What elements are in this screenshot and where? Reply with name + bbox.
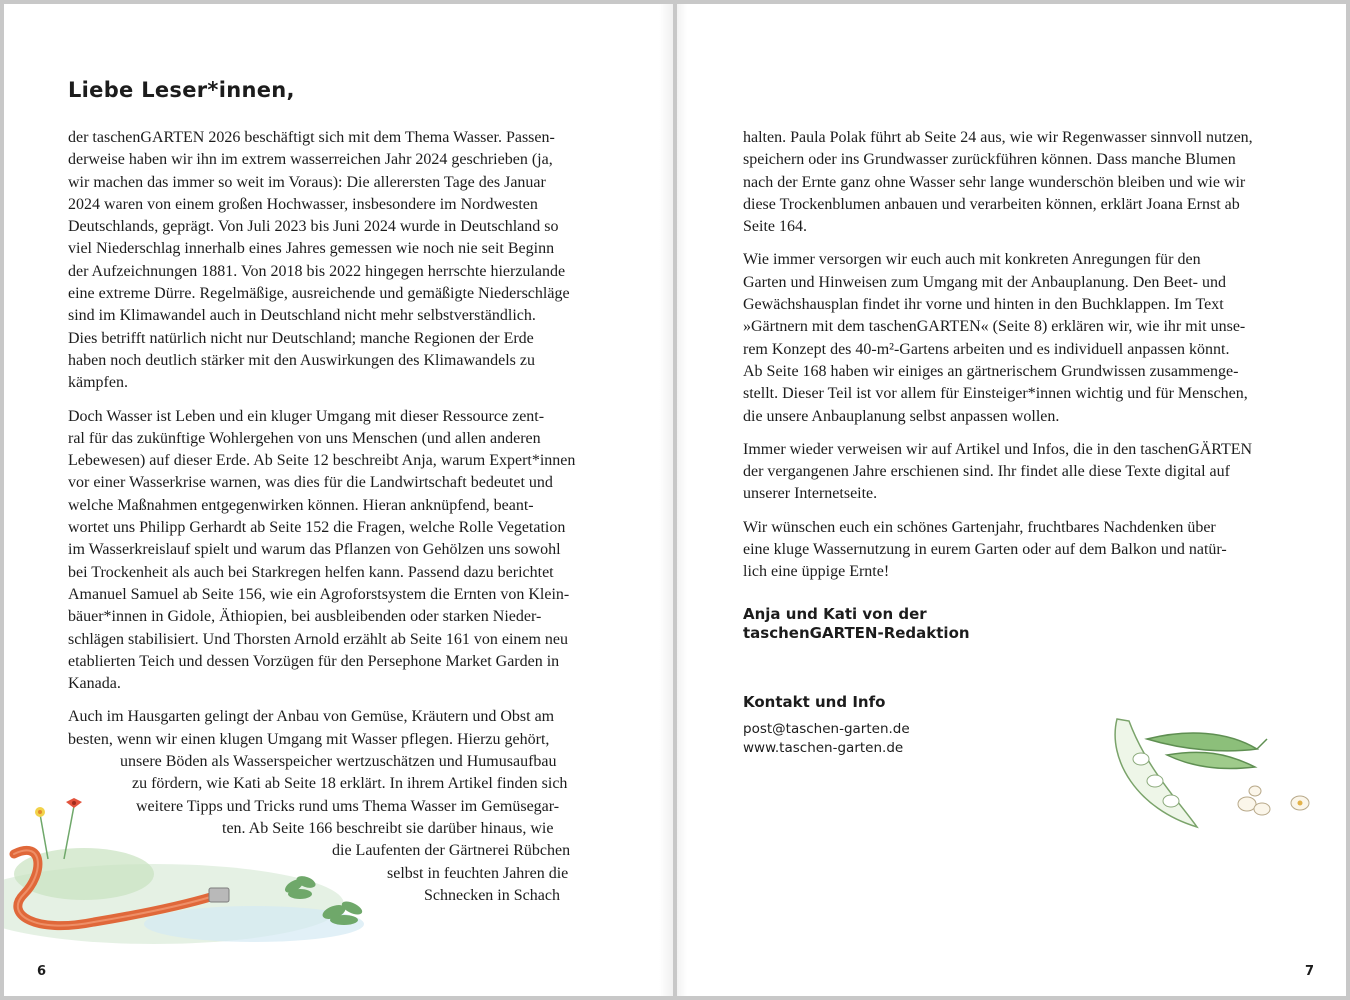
signature-line: Anja und Kati von der: [743, 605, 927, 623]
paragraph-4: halten. Paula Polak führt ab Seite 24 aus, wie wir Regenwasser sinnvoll nutzen, speichern oder ins Grundwasser zurückführen können. Dass manche Blumen nach der Ernte ganz ohne Wasser sehr lange wunderschön bleiben und wie wir diese Trockenblumen anbauen und verarbeiten können, erklärt Joana Ernst ab Seite 164.: [743, 129, 1253, 236]
contact-website[interactable]: www.taschen-garten.de: [743, 740, 904, 756]
contact-email[interactable]: post@taschen-garten.de: [743, 721, 910, 737]
contact-title: Kontakt und Info: [743, 693, 886, 711]
paragraph-3: Auch im Hausgarten gelingt der Anbau von Gemüse, Kräutern und Obst am besten, wenn wir einen klugen Umgang mit Wasser pflegen. Hierzu gehört, unsere Böden als Wasserspeicher wertzuschätzen und Humusaufbau zu fördern, wie Kati ab Seite 18 erklärt. In ihrem Artikel finden sich weitere Tipps und Tricks rund ums Thema Wasser im Gemüsegar- ten. Ab Seite 166 beschreibt sie darüber hinaus, wie die Laufenten der Gärtnerei Rübchen selbst in feuchten Jahren die Schnecken in Schach: [68, 708, 571, 904]
page-heading: Liebe Leser*innen,: [68, 78, 295, 102]
signature-line: taschenGARTEN-Redaktion: [743, 624, 970, 642]
left-page: [4, 4, 673, 996]
bean-pod-icon: [1147, 733, 1267, 768]
paragraph-7: Wir wünschen euch ein schönes Gartenjahr, fruchtbares Nachdenken über eine kluge Wassernutzung in eurem Garten oder auf dem Balkon und natür- lich eine üppige Ernte!: [743, 518, 1227, 581]
paragraph-1: der taschenGARTEN 2026 beschäftigt sich mit dem Thema Wasser. Passen- derweise haben wir ihn im extrem wasserreichen Jahr 2024 geschrieben (ja, wir machen das immer so weit im Voraus): Die allerersten Tage des Januar 2024 waren von einem großen Hochwasser, insbesondere im Nordwesten Deutschlands, geprägt. Von Juli 2023 bis Juni 2024 wurde in Deutschland so viel Niederschlag innerhalb eines Jahres gemessen wie noch nie seit Beginn der Aufzeichnungen 1881. Von 2018 bis 2022 hingegen herrschte hierzulande eine extreme Dürre. Regelmäßige, ausreichende und gemäßigte Niederschläge sind im Klimawandel auch in Deutschland nicht mehr selbstverständlich. Dies betrifft natürlich nicht nur Deutschland; manche Regionen der Erde haben noch deutlich stärker mit den Auswirkungen des Klimawandels zu kämpfen.: [68, 129, 570, 392]
signature: [743, 605, 970, 643]
bean-pods-illustration: [1107, 709, 1317, 839]
bean-seed-icon: [1238, 786, 1309, 815]
paragraph-2: Doch Wasser ist Leben und ein kluger Umgang mit dieser Ressource zent- ral für das zukünftige Wohlergehen von uns Menschen (und allen anderen Lebewesen) auf dieser Erde. Ab Seite 12 beschreibt Anja, warum Expert*innen vor einer Wasserkrise warnen, was dies für die Landwirtschaft bedeutet und welche Maßnahmen entgegenwirken können. Hieran anknüpfend, beant- wortet uns Philipp Gerhardt ab Seite 152 die Fragen, welche Rolle Vegetation im Wasserkreislauf spielt und warum das Pflanzen von Gehölzen uns sowohl bei Trockenheit als auch bei Starkregen helfen kann. Passend dazu berichtet Amanuel Samuel ab Seite 156, wie ein Agroforstsystem die Ernten von Klein- bäuer*innen in Gidole, Äthiopien, bei ausbleibenden oder starken Nieder- schlägen stabilisiert. Und Thorsten Arnold erzählt ab Seite 161 von einem neu etablierten Teich und dessen Vorzügen für den Persephone Market Garden in Kanada.: [68, 407, 576, 693]
right-page: [677, 4, 1346, 996]
paragraph-6: Immer wieder verweisen wir auf Artikel und Infos, die in den taschenGÄRTEN der vergangenen Jahre erschienen sind. Ihr findet alle diese Texte digital auf unserer Internetseite.: [743, 440, 1253, 503]
flower-icon: [35, 807, 45, 817]
garden-hose-illustration: [4, 784, 394, 954]
right-body-text: [743, 127, 1288, 595]
page-number-left: 6: [37, 964, 47, 979]
page-number-right: 7: [1305, 964, 1315, 979]
flower-icon: [66, 798, 82, 808]
paragraph-5: Wie immer versorgen wir euch auch mit konkreten Anregungen für den Garten und Hinweisen zum Umgang mit der Anbauplanung. Den Beet- und Gewächshausplan findet ihr vorne und hinten in den Buchklappen. Im Text »Gärtnern mit dem taschenGARTEN« (Seite 8) erklären wir, wie ihr mit unse- rem Konzept des 40-m²-Gartens arbeiten und es individuell anpassen könnt. Ab Seite 168 haben wir einiges an gärtnerischem Grundwissen zusammenge- stellt. Dieser Teil ist vor allem für Einsteiger*innen wichtig und für Menschen, die unsere Anbauplanung selbst anpassen wollen.: [743, 251, 1248, 425]
